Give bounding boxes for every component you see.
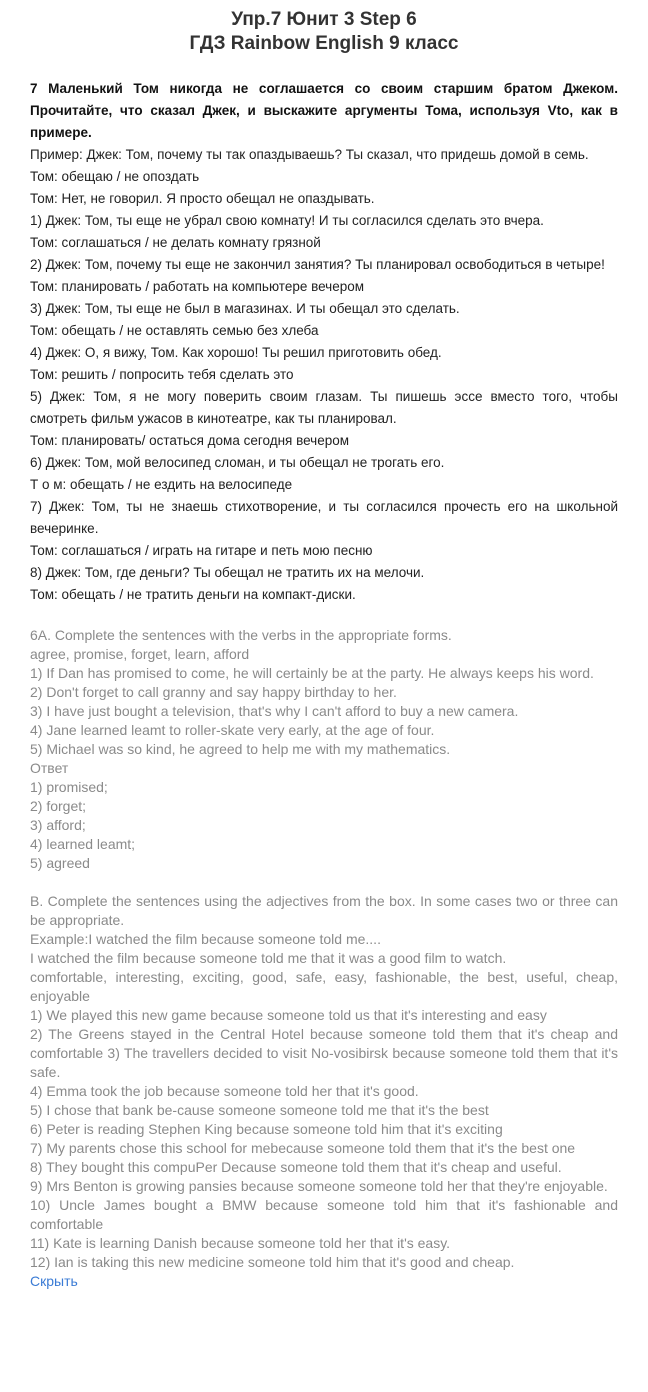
task-line: Том: решить / попросить тебя сделать это — [30, 367, 294, 382]
exercise-line: 11) Kate is learning Danish because someone told her that it's easy. — [30, 1235, 451, 1251]
exercise-line: 8) They bought this compuPer Decause someone told them that it's cheap and useful. — [30, 1159, 562, 1175]
exercise-line: 4) Emma took the job because someone told her that it's good. — [30, 1083, 419, 1099]
exercise-line: 7) My parents chose this school for mebecause someone told them that it's the best one — [30, 1140, 576, 1156]
exercise-line: 2) forget; — [30, 798, 87, 814]
task-line: Т о м: обещать / не ездить на велосипеде — [30, 477, 293, 492]
task-line: 2) Джек: Том, почему ты еще не закончил занятия? Ты планировал освободиться в четыре! — [30, 257, 605, 272]
exercise-line: comfortable, interesting, exciting, good, safe, easy, fashionable, the best, useful, cheap, enjoyable — [30, 969, 618, 1004]
task-line: 6) Джек: Том, мой велосипед сломан, и ты обещал не трогать его. — [30, 455, 445, 470]
exercise-line: 4) learned leamt; — [30, 836, 136, 852]
task-line: Том: соглашаться / не делать комнату грязной — [30, 235, 321, 250]
exercise-6a — [30, 626, 618, 873]
exercise-line: 6) Peter is reading Stephen King because someone told him that it's exciting — [30, 1121, 503, 1137]
task-heading: 7 Маленький Том никогда не соглашается со своим старшим братом Джеком. Прочитайте, что сказал Джек, и выскажите аргументы Тома, используя Vto, как в примере. — [30, 81, 618, 140]
exercise-line: 3) I have just bought a television, that's why I can't afford to buy a new camera. — [30, 703, 519, 719]
task-line: Пример: Джек: Том, почему ты так опаздываешь? Ты сказал, что придешь домой в семь. — [30, 147, 589, 162]
exercise-b — [30, 892, 618, 1272]
exercise-line: I watched the film because someone told me that it was a good film to watch. — [30, 950, 507, 966]
task-line: 7) Джек: Том, ты не знаешь стихотворение, и ты согласился прочесть его на школьной вечеринке. — [30, 499, 618, 536]
exercise-line: 1) We played this new game because someone told us that it's interesting and easy — [30, 1007, 547, 1023]
exercise-line: 1) If Dan has promised to come, he will certainly be at the party. He always keeps his word. — [30, 665, 594, 681]
exercise-line: 5) Michael was so kind, he agreed to help me with my mathematics. — [30, 741, 451, 757]
exercise-line: 3) afford; — [30, 817, 86, 833]
exercise-line: 1) promised; — [30, 779, 108, 795]
task-line: 3) Джек: Том, ты еще не был в магазинах. И ты обещал это сделать. — [30, 301, 460, 316]
title-line-2: ГДЗ Rainbow English 9 класс — [189, 33, 459, 54]
exercise-line: 5) agreed — [30, 855, 90, 871]
hide-link[interactable]: Скрыть — [30, 1273, 78, 1289]
title-line-1: Упр.7 Юнит 3 Step 6 — [231, 9, 417, 30]
exercise-line: 9) Mrs Benton is growing pansies because someone someone told her that they're enjoyable. — [30, 1178, 608, 1194]
task-line: Том: планировать / работать на компьютере вечером — [30, 279, 365, 294]
exercise-line: 2) Don't forget to call granny and say happy birthday to her. — [30, 684, 397, 700]
exercise-line: B. Complete the sentences using the adjectives from the box. In some cases two or three can be appropriate. — [30, 893, 618, 928]
task-7 — [30, 78, 618, 606]
task-line: 8) Джек: Том, где деньги? Ты обещал не тратить их на мелочи. — [30, 565, 425, 580]
exercise-line: 5) I chose that bank be-cause someone someone told me that it's the best — [30, 1102, 489, 1118]
exercise-line: 12) Ian is taking this new medicine someone told him that it's good and cheap. — [30, 1254, 515, 1270]
page-title — [30, 8, 618, 56]
task-line: 4) Джек: О, я вижу, Том. Как хорошо! Ты решил приготовить обед. — [30, 345, 442, 360]
task-line: Том: обещать / не тратить деньги на компакт-диски. — [30, 587, 356, 602]
exercise-line: 6A. Complete the sentences with the verbs in the appropriate forms. — [30, 627, 452, 643]
task-line: Том: обещаю / не опоздать — [30, 169, 200, 184]
task-line: Том: обещать / не оставлять семью без хлеба — [30, 323, 319, 338]
task-lines — [30, 144, 618, 606]
exercise-line: Example:I watched the film because someone told me.... — [30, 931, 381, 947]
exercise-line: 10) Uncle James bought a BMW because someone told him that it's fashionable and comfortable — [30, 1197, 618, 1232]
exercise-line: agree, promise, forget, learn, afford — [30, 646, 250, 662]
task-line: Том: планировать/ остаться дома сегодня вечером — [30, 433, 350, 448]
exercise-line: Ответ — [30, 760, 69, 776]
exercise-line: 2) The Greens stayed in the Central Hotel because someone told them that it's cheap and comfortable 3) The travellers decided to visit No-vosibirsk because someone told them that it's safe. — [30, 1026, 618, 1080]
task-line: 1) Джек: Том, ты еще не убрал свою комнату! И ты согласился сделать это вчера. — [30, 213, 544, 228]
exercise-line: 4) Jane learned leamt to roller-skate very early, at the age of four. — [30, 722, 435, 738]
task-line: Том: Нет, не говорил. Я просто обещал не опаздывать. — [30, 191, 375, 206]
task-line: Том: соглашаться / играть на гитаре и петь мою песню — [30, 543, 373, 558]
task-line: 5) Джек: Том, я не могу поверить своим глазам. Ты пишешь эссе вместо того, чтобы смотреть фильм ужасов в кинотеатре, как ты планировал. — [30, 389, 618, 426]
